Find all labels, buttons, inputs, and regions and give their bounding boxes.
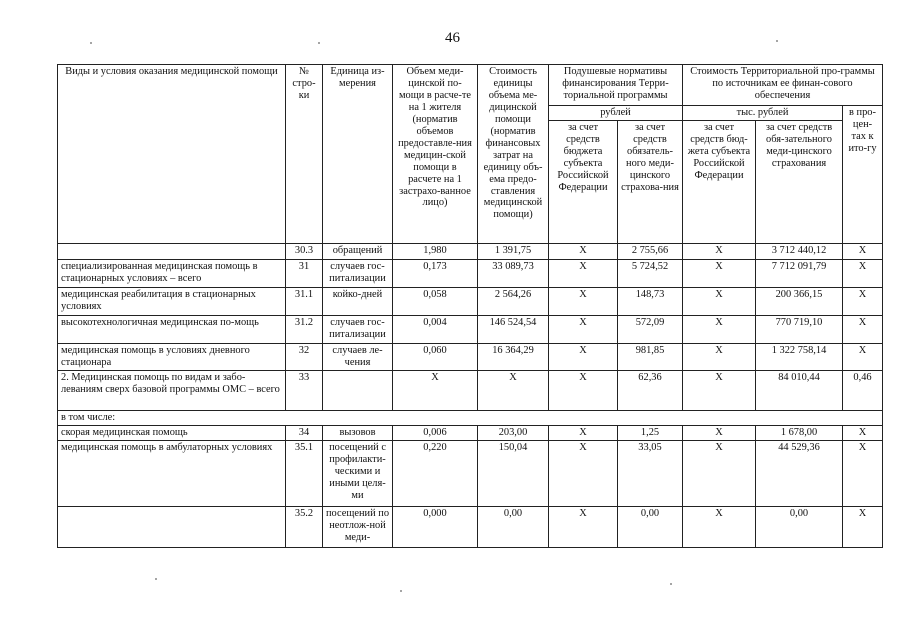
cell-volume: 0,004 [393,315,478,343]
cell-unit: случаев ле-чения [323,343,393,370]
cell-tp-oms: 7 712 091,79 [756,259,843,287]
cell-tp-oms: 3 712 440,12 [756,243,843,259]
scan-speck [670,583,672,585]
page-number: 46 [445,30,460,46]
cell-volume: 0,058 [393,287,478,315]
cell-pc-budget: X [549,315,618,343]
cell-pc-budget: X [549,343,618,370]
cell-pct: X [843,506,883,547]
table-row [58,315,883,343]
cell-pc-budget: X [549,370,618,410]
cell-cost: 0,00 [478,506,549,547]
cell-pc-oms: 572,09 [618,315,683,343]
cell-pc-budget: X [549,243,618,259]
cell-unit: койко-дней [323,287,393,315]
cell-pc-oms: 148,73 [618,287,683,315]
cell-pc-budget: X [549,259,618,287]
scan-speck [776,40,778,42]
cell-tp-budget: X [683,287,756,315]
table-row [58,506,883,547]
cell-pct: X [843,425,883,440]
header-volume: Объем меди-цинской по-мощи в расче-те на 1 жителя (норматив объемов предоставле-ния медицин-ской помощи в расчете на 1 застрахо-ванное лицо) [393,65,478,244]
scan-speck [318,42,320,44]
cell-volume: 0,220 [393,440,478,506]
cell-pc-oms: 1,25 [618,425,683,440]
cell-pc-oms: 0,00 [618,506,683,547]
cell-tp-oms: 200 366,15 [756,287,843,315]
cell-no: 32 [286,343,323,370]
header-territorial-unit: тыс. рублей [683,106,843,121]
cell-pc-oms: 33,05 [618,440,683,506]
cell-no: 31.1 [286,287,323,315]
scan-speck [400,590,402,592]
cell-kind: медицинская помощь в условиях дневного стационара [58,343,286,370]
cell-pct: X [843,315,883,343]
table-row [58,370,883,410]
cell-tp-budget: X [683,506,756,547]
cell-cost: 16 364,29 [478,343,549,370]
header-per-capita-unit: рублей [549,106,683,121]
cell-no: 31 [286,259,323,287]
cell-kind: специализированная медицинская помощь в стационарных условиях – всего [58,259,286,287]
cell-volume: 0,006 [393,425,478,440]
table-row [58,410,883,425]
cell-cost: 33 089,73 [478,259,549,287]
cell-volume: 1,980 [393,243,478,259]
cell-tp-oms: 44 529,36 [756,440,843,506]
cell-tp-oms: 84 010,44 [756,370,843,410]
cell-cost: 146 524,54 [478,315,549,343]
cell-unit [323,370,393,410]
header-row-no: № стро-ки [286,65,323,244]
cell-tp-oms: 1 322 758,14 [756,343,843,370]
cell-tp-budget: X [683,425,756,440]
cell-pc-oms: 62,36 [618,370,683,410]
cell-pc-oms: 5 724,52 [618,259,683,287]
cell-volume: 0,173 [393,259,478,287]
cell-cost: 2 564,26 [478,287,549,315]
cell-pc-budget: X [549,425,618,440]
scan-speck [155,578,157,580]
cell-no: 35.2 [286,506,323,547]
scan-speck [90,42,92,44]
header-kind: Виды и условия оказания медицинской помощи [58,65,286,244]
cell-unit: вызовов [323,425,393,440]
cell-cost: 1 391,75 [478,243,549,259]
cell-unit: посещений по неотлож-ной меди- [323,506,393,547]
cell-pc-budget: X [549,440,618,506]
cell-kind [58,243,286,259]
cell-no: 35.1 [286,440,323,506]
table-row [58,343,883,370]
header-tp-budget: за счет средств бюд-жета субъекта Российской Федерации [683,120,756,243]
cell-pct: X [843,287,883,315]
header-territorial: Стоимость Территориальной про-граммы по источникам ее финан-сового обеспечения [683,65,883,106]
cell-kind: 2. Медицинская помощь по видам и забо-леваниям сверх базовой программы ОМС – всего [58,370,286,410]
cell-kind: медицинская помощь в амбулаторных условиях [58,440,286,506]
cell-tp-budget: X [683,259,756,287]
cell-pc-budget: X [549,287,618,315]
cell-kind: медицинская реабилитация в стационарных условиях [58,287,286,315]
header-tp-percent: в про-цен-тах к ито-гу [843,106,883,244]
cell-tp-oms: 770 719,10 [756,315,843,343]
funding-table [57,64,883,548]
cell-pc-budget: X [549,506,618,547]
cell-tp-oms: 1 678,00 [756,425,843,440]
cell-pct: X [843,259,883,287]
header-unit: Единица из-мерения [323,65,393,244]
table-row [58,243,883,259]
header-pc-budget: за счет средств бюджета субъекта Российской Федерации [549,120,618,243]
cell-unit: обращений [323,243,393,259]
cell-kind [58,506,286,547]
cell-tp-oms: 0,00 [756,506,843,547]
table-row [58,440,883,506]
cell-subheading: в том числе: [58,410,883,425]
cell-no: 33 [286,370,323,410]
cell-kind: скорая медицинская помощь [58,425,286,440]
header-tp-oms: за счет средств обя-зательного меди-цинского страхования [756,120,843,243]
cell-tp-budget: X [683,370,756,410]
header-pc-oms: за счет средств обязатель-ного меди-цинского страхова-ния [618,120,683,243]
cell-pct: 0,46 [843,370,883,410]
header-per-capita: Подушевые нормативы финансирования Терри-ториальной программы [549,65,683,106]
cell-volume: 0,060 [393,343,478,370]
cell-pct: X [843,243,883,259]
header-cost: Стоимость единицы объема ме-дицинской помощи (норматив финансовых затрат на единицу объ-ема предо-ставления медицинской помощи) [478,65,549,244]
cell-cost: 203,00 [478,425,549,440]
cell-kind: высокотехнологичная медицинская по-мощь [58,315,286,343]
cell-no: 31.2 [286,315,323,343]
cell-tp-budget: X [683,440,756,506]
table-row [58,425,883,440]
cell-unit: случаев гос-питализации [323,259,393,287]
cell-tp-budget: X [683,243,756,259]
cell-pc-oms: 981,85 [618,343,683,370]
cell-pct: X [843,343,883,370]
cell-no: 34 [286,425,323,440]
cell-volume: 0,000 [393,506,478,547]
cell-unit: посещений с профилакти-ческими и иными целя-ми [323,440,393,506]
cell-volume: X [393,370,478,410]
cell-cost: X [478,370,549,410]
cell-tp-budget: X [683,343,756,370]
cell-no: 30.3 [286,243,323,259]
cell-cost: 150,04 [478,440,549,506]
cell-unit: случаев гос-питализации [323,315,393,343]
cell-pc-oms: 2 755,66 [618,243,683,259]
cell-pct: X [843,440,883,506]
cell-tp-budget: X [683,315,756,343]
table-row [58,287,883,315]
table-row [58,259,883,287]
